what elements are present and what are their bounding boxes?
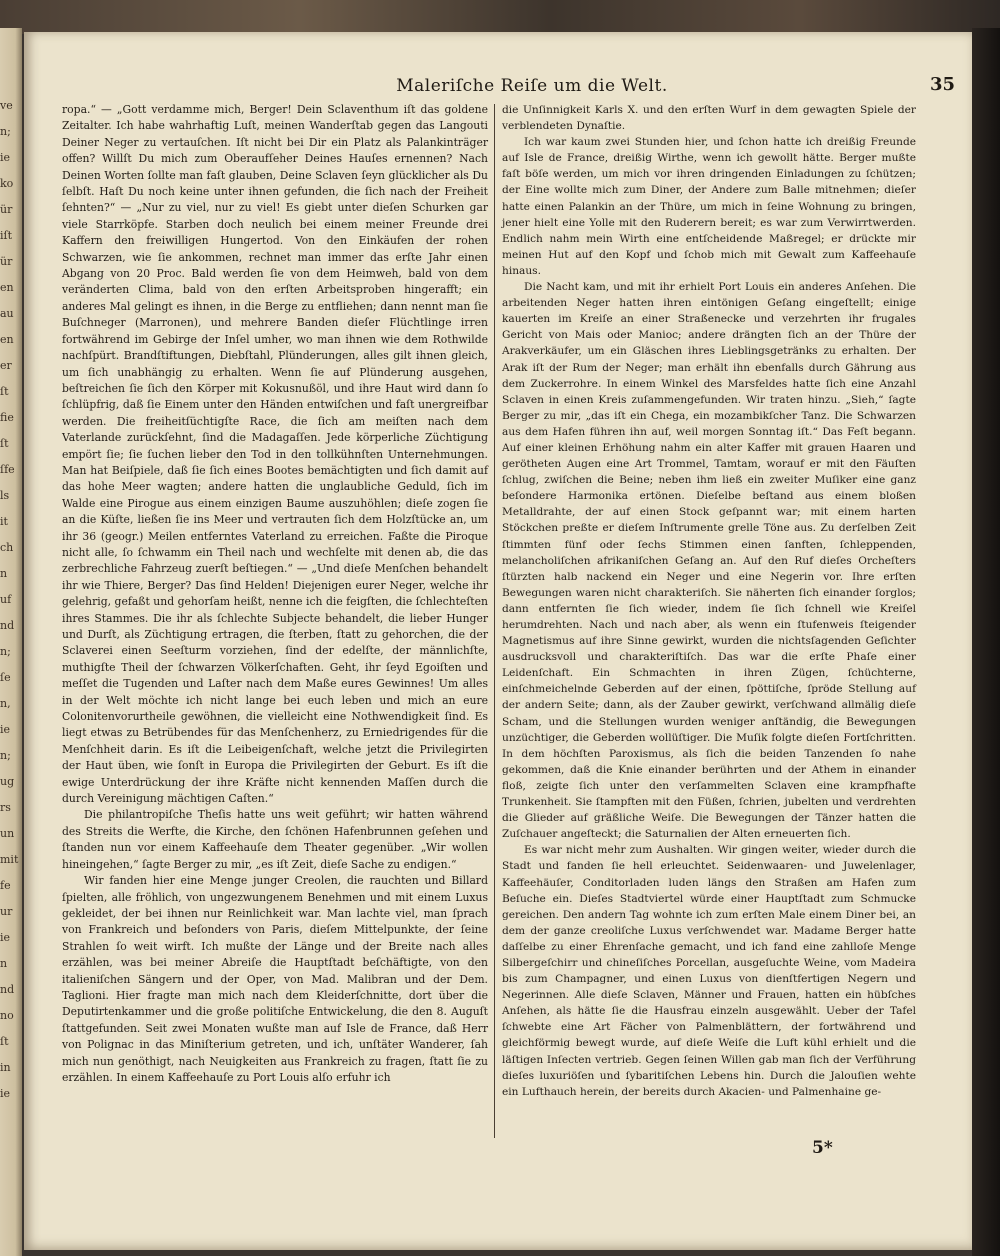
text-column-left — [62, 102, 488, 1086]
facing-page-fragment: au — [0, 307, 14, 320]
facing-page-fragment: ſfe — [0, 463, 15, 476]
facing-page-fragment: ch — [0, 541, 14, 554]
facing-page-fragment: ls — [0, 489, 10, 502]
facing-page-fragment: ie — [0, 931, 11, 944]
facing-page-fragment: rs — [0, 801, 11, 814]
facing-page-fragment: un — [0, 827, 15, 840]
facing-page-fragment: it — [0, 515, 8, 528]
facing-page-fragment: ur — [0, 905, 13, 918]
facing-page-fragment: ie — [0, 723, 11, 736]
facing-page-fragment: fie — [0, 411, 14, 424]
book-right-edge — [972, 28, 1000, 1256]
page-number: 35 — [930, 74, 956, 95]
facing-page-fragment: ſt — [0, 1035, 9, 1048]
facing-page-fragment: ür — [0, 203, 13, 216]
facing-page-fragment: n; — [0, 749, 11, 762]
book-top-edge — [0, 0, 1000, 34]
facing-page-fragment: no — [0, 1009, 14, 1022]
facing-page-fragment: ve — [0, 99, 13, 112]
facing-page-fragment: in — [0, 1061, 11, 1074]
facing-page-fragment: en — [0, 281, 14, 294]
running-head: Maleriſche Reiſe um die Welt. — [396, 76, 668, 96]
facing-page-fragment: ie — [0, 151, 11, 164]
facing-page-edge — [0, 28, 22, 1256]
facing-page-fragment: n — [0, 957, 8, 970]
facing-page-fragment: nd — [0, 983, 15, 996]
paragraph: Die Nacht kam, und mit ihr erhielt Port Louis ein anderes Anſehen. Die arbeitenden Neger hatten ihren eintönigen Geſang eingeſtellt; einige kauerten im Kreiſe an einer Straßenecke und verzehrten ihr frugales Gericht von Mais oder Manioc; andere drängten ſich an der Thüre der Arakverkäufer, um ein Gläschen ihres Lieblingsgetränks zu erhalten. Der Arak iſt der Rum der Neger; man erhält ihn ebenfalls durch Gährung aus dem Zuckerrohre. In einem Winkel des Marsfeldes hatte ſich eine Anzahl Sclaven in einen Kreis zuſammengefunden. Wir traten hinzu. „Sieh,“ ſagte Berger zu mir, „das iſt ein Chega, ein mozambikſcher Tanz. Die Schwarzen aus dem Hafen führen ihn auf, weil morgen Sonntag iſt.“ Das Feſt begann. Auf einer kleinen Erhöhung nahm ein alter Kaffer mit grauen Haaren und gerötheten Augen eine Art Trommel, Tamtam, worauf er mit den Fäuſten ſchlug, zwiſchen die Beine; neben ihm ließ ein zweiter Muſiker eine ganz beſondere Harmonika ertönen. Dieſelbe beſtand aus einem bloßen Metalldrahte, der auf einen Stock geſpannt war; mit einem harten Stöckchen preßte er dieſem Inſtrumente grelle Töne aus. Zu derſelben Zeit ſtimmten fünf oder ſechs Stimmen einen ſanften, ſchleppenden, melancholiſchen afrikaniſchen Geſang an. Auf den Ruf dieſes Orcheſters ſtürzten halb nackend ein Neger und eine Negerin vor. Ihre erſten Bewegungen waren nicht charakteriſch. Sie näherten ſich einander ſorglos; dann entfernten ſie ſich wieder, indem ſie ſich ſchnell wie Kreiſel herumdrehten. Nach und nach aber, als wenn ein ſtufenweis ſteigender Magnetismus auf ihre Sinne gewirkt, wurden die nichtsſagenden Geſichter ausdrucksvoll und charakteriſtiſch. Das war die erſte Phaſe einer Leidenſchaft. Ein Schmachten in ihren Zügen, ſchüchterne, einſchmeichelnde Geberden auf der einen, ſpöttiſche, ſpröde Stellung auf der andern Seite; dann, als der Zauber gewirkt, verſchwand allmälig dieſe Scham, und die Stellungen wurden weniger anſtändig, die Bewegungen unzüchtiger, die Geberden wollüſtiger. Die Muſik folgte dieſen Fortſchritten. In dem höchſten Paroxismus, als ſich die beiden Tanzenden ſo nahe gekommen, daß die Knie einander berührten und der Athem in einander floß, zeigte ſich unter den verſammelten Sclaven eine krampfhafte Trunkenheit. Sie ſtampften mit den Füßen, ſchrien, jubelten und verdrehten die Glieder auf gräßliche Weiſe. Die Bewegungen der Tänzer hatten die Zuſchauer angeſteckt; die Saturnalien der Alten erneuerten ſich. — [502, 281, 916, 841]
facing-page-fragment: n, — [0, 697, 11, 710]
signature-mark: 5* — [812, 1138, 833, 1158]
facing-page-fragment: ſt — [0, 437, 9, 450]
facing-page-fragment: ie — [0, 1087, 11, 1100]
paragraph: Es war nicht mehr zum Aushalten. Wir gingen weiter, wieder durch die Stadt und fanden ſie hell erleuchtet. Seidenwaaren- und Juwelenlager, Kaffeehäuſer, Conditorladen luden längs den Straßen am Hafen zum Beſuche ein. Dieſes Stadtviertel würde einer Hauptſtadt zum Schmucke gereichen. Den andern Tag wohnte ich zum erſten Male einem Diner bei, an dem der ganze creoliſche Luxus verſchwendet war. Madame Berger hatte daſſelbe zu einer Ehrenſache gemacht, und ich fand eine zahlloſe Menge Silbergeſchirr und chineſiſches Porcellan, ausgeſuchte Weine, vom Madeira bis zum Champagner, und einen Luxus von dienſtfertigen Negern und Negerinnen. Alle dieſe Sclaven, Männer und Frauen, hatten ein hübſches Anſehen, als hätte ſie die Hausfrau einzeln ausgewählt. Ueber der Tafel ſchwebte eine Art Fächer von Palmenblättern, der fortwährend und gleichförmig bewegt wurde, auf dieſe Weiſe die Luft kühl erhielt und die läſtigen Inſecten vertrieb. Gegen ſeinen Willen gab man ſich der Verführung dieſes luxuriöſen und ſybaritiſchen Lebens hin. Durch die Jalouſien wehte ein Lufthauch herein, der bereits durch Akacien- und Palmenhaine ge- — [502, 844, 916, 1098]
paragraph: Die philantropiſche Theſis hatte uns weit geführt; wir hatten während des Streits die Werfte, die Kirche, den ſchönen Hafenbrunnen geſehen und ſtanden nun vor einem Kaffeehauſe dem Theater gegenüber. „Wir wollen hineingehen,“ ſagte Berger zu mir, „es iſt Zeit, dieſe Sache zu endigen.“ — [62, 808, 488, 871]
facing-page-fragment: er — [0, 359, 12, 372]
facing-page-fragment: n; — [0, 125, 11, 138]
paragraph: ropa.“ — „Gott verdamme mich, Berger! Dein Sclaventhum iſt das goldene Zeitalter. Ich habe wahrhaftig Luſt, meinen Wanderſtab gegen das Langouti Deiner Neger zu vertauſchen. Iſt nicht bei Dir ein Platz als Palankinträger offen? Willſt Du mich zum Oberaufſeher Deines Hauſes ernennen? Nach Deinen Worten ſollte man faſt glauben, Deine Sclaven ſeyn glücklicher als Du ſelbſt. Haſt Du noch keine unter ihnen gefunden, die ſich nach der Freiheit ſehnten?“ — „Nur zu viel, nur zu viel! Es giebt unter dieſen Schurken gar viele Starrköpfe. Starben doch neulich bei einem meiner Freunde drei Kaffern den freiwilligen Hungertod. Von den Einkäufen der rohen Schwarzen, wie ſie ankommen, rechnet man immer das erſte Jahr einen Abgang von 20 Proc. Bald werden ſie von dem Heimweh, bald von dem veränderten Clima, bald von den erſten Arbeitsproben hingerafft; ein anderes Mal gelingt es ihnen, in die Berge zu entfliehen; dann nennt man ſie Buſchneger (Marronen), und mehrere Banden dieſer Flüchtlinge irren fortwährend im Gebirge der Inſel umher, wo man ihnen wie dem Rothwilde nachſpürt. Brandſtiftungen, Diebſtahl, Plünderungen, alles gilt ihnen gleich, um ſich unabhängig zu erhalten. Wenn ſie auf Plünderung ausgehen, beſtreichen ſie ſich den Körper mit Kokusnußöl, und ihre Haut wird dann ſo ſchlüpfrig, daß ſie Einem unter den Händen entwiſchen und faſt unergreifbar werden. Die freiheitſüchtigſte Race, die ſich am meiſten nach dem Vaterlande zurückſehnt, ſind die Madagaſſen. Jede körperliche Züchtigung empört ſie; ſie ſuchen lieber den Tod in den tollkühnſten Unternehmungen. Man hat Beiſpiele, daß ſie ſich eines Bootes bemächtigten und ſich damit auf das hohe Meer wagten; andere hatten die unglaubliche Geduld, ſich im Walde eine Pirogue aus einem einzigen Baume auszuhöhlen; dieſe zogen ſie an die Küſte, ließen ſie ins Meer und vertrauten ſich dem Holzſtücke an, um ihr 36 (geogr.) Meilen entferntes Vaterland zu erreichen. Faßte die Piroque nicht alle, ſo ſchwamm ein Theil nach und wechſelte mit denen ab, die das zerbrechliche Fahrzeug zuerſt beſtiegen.“ — „Und dieſe Menſchen behandelt ihr wie Thiere, Berger? Das ſind Helden! Diejenigen eurer Neger, welche ihr gelehrig, gefaßt und gehorſam heißt, nenne ich die feigſten, die ſchlechteſten ihres Stammes. Die ihr als ſchlechte Subjecte behandelt, die lieber Hunger und Durſt, als Züchtigung ertragen, die ſterben, ſtatt zu gehorchen, die der Sclaverei einen Seeſturm vorziehen, ſind der edelſte, der männlichſte, muthigſte Theil der ſchwarzen Völkerſchaften. Geht, ihr ſeyd Egoiſten und meſſet die Tugenden und Laſter nach dem Maße eures Gewinnes! Um alles in der Welt möchte ich nicht lange bei euch leben und mich an eure Colonitenvorurtheile gewöhnen, die vielleicht eine Nothwendigkeit ſind. Es liegt etwas zu Betrübendes für das Menſchenherz, zu Erniedrigendes für die Menſchheit darin. Es iſt die Leibeigenſchaft, welche jetzt die Privilegirten der Haut üben, wie ſonſt in Europa die Privilegirten der Geburt. Es iſt die ewige Unterdrückung der ihre Kräfte nicht kennenden Maſſen durch die durch Vereinigung mächtigen Caſten.“ — [62, 103, 488, 806]
paragraph: Wir fanden hier eine Menge junger Creolen, die rauchten und Billard ſpielten, alle fröhlich, von ungezwungenem Benehmen und mit einem Luxus gekleidet, der bei ihnen nur Reinlichkeit war. Man lachte viel, man ſprach von Frankreich und beſonders von Paris, dieſem Mittelpunkte, der ſeine Strahlen ſo weit wirft. Ich mußte der Länge und der Breite nach alles erzählen, was bei meiner Abreiſe die Hauptſtadt beſchäftigte, von den italieniſchen Sängern und der Oper, von Mad. Malibran und der Dem. Taglioni. Hier fragte man mich nach dem Kleiderſchnitte, dort über die Deputirtenkammer und die große politiſche Entwickelung, die den 8. Auguſt ſtattgefunden. Seit zwei Monaten wußte man auf Isle de France, daß Herr von Polignac in das Miniſterium getreten, und ich, unſtäter Wanderer, ſah mich nun genöthigt, nach Neuigkeiten aus Frankreich zu fragen, ſtatt ſie zu erzählen. In einem Kaffeehauſe zu Port Louis alſo erfuhr ich — [62, 874, 488, 1084]
facing-page-fragment: n — [0, 567, 8, 580]
facing-page-fragment: en — [0, 333, 14, 346]
text-column-right — [502, 102, 916, 1100]
facing-page-fragment: mit — [0, 853, 19, 866]
facing-page-fragment: nd — [0, 619, 15, 632]
facing-page-fragment: ſt — [0, 385, 9, 398]
paragraph: die Unſinnigkeit Karls X. und den erſten Wurf in dem gewagten Spiele der verblendeten Dynaſtie. — [502, 104, 916, 133]
facing-page-fragment: ür — [0, 255, 13, 268]
facing-page-fragment: ug — [0, 775, 15, 788]
column-divider — [494, 104, 495, 1138]
facing-page-fragment: fe — [0, 879, 11, 892]
facing-page-fragment: uf — [0, 593, 12, 606]
facing-page-fragment: ko — [0, 177, 14, 190]
facing-page-fragment: n; — [0, 645, 11, 658]
facing-page-fragment: ſe — [0, 671, 11, 684]
paragraph: Ich war kaum zwei Stunden hier, und ſchon hatte ich dreißig Freunde auf Isle de France, dreißig Wirthe, wenn ich gewollt hätte. Berger mußte faſt böſe werden, um mich vor ihren dringenden Einladungen zu ſchützen; der Eine wollte mich zum Diner, der Andere zum Balle mitnehmen; dieſer hatte einen Palankin an der Thüre, um mich in ſeine Wohnung zu bringen, jener hielt eine Yolle mit den Ruderern bereit; es war zum Verwirrtwerden. Endlich nahm mein Wirth eine entſcheidende Maßregel; er drückte mir meinen Hut auf den Kopf und ſchob mich mit Gewalt zum Kaffeehauſe hinaus. — [502, 136, 916, 277]
facing-page-fragment: iſt — [0, 229, 13, 242]
